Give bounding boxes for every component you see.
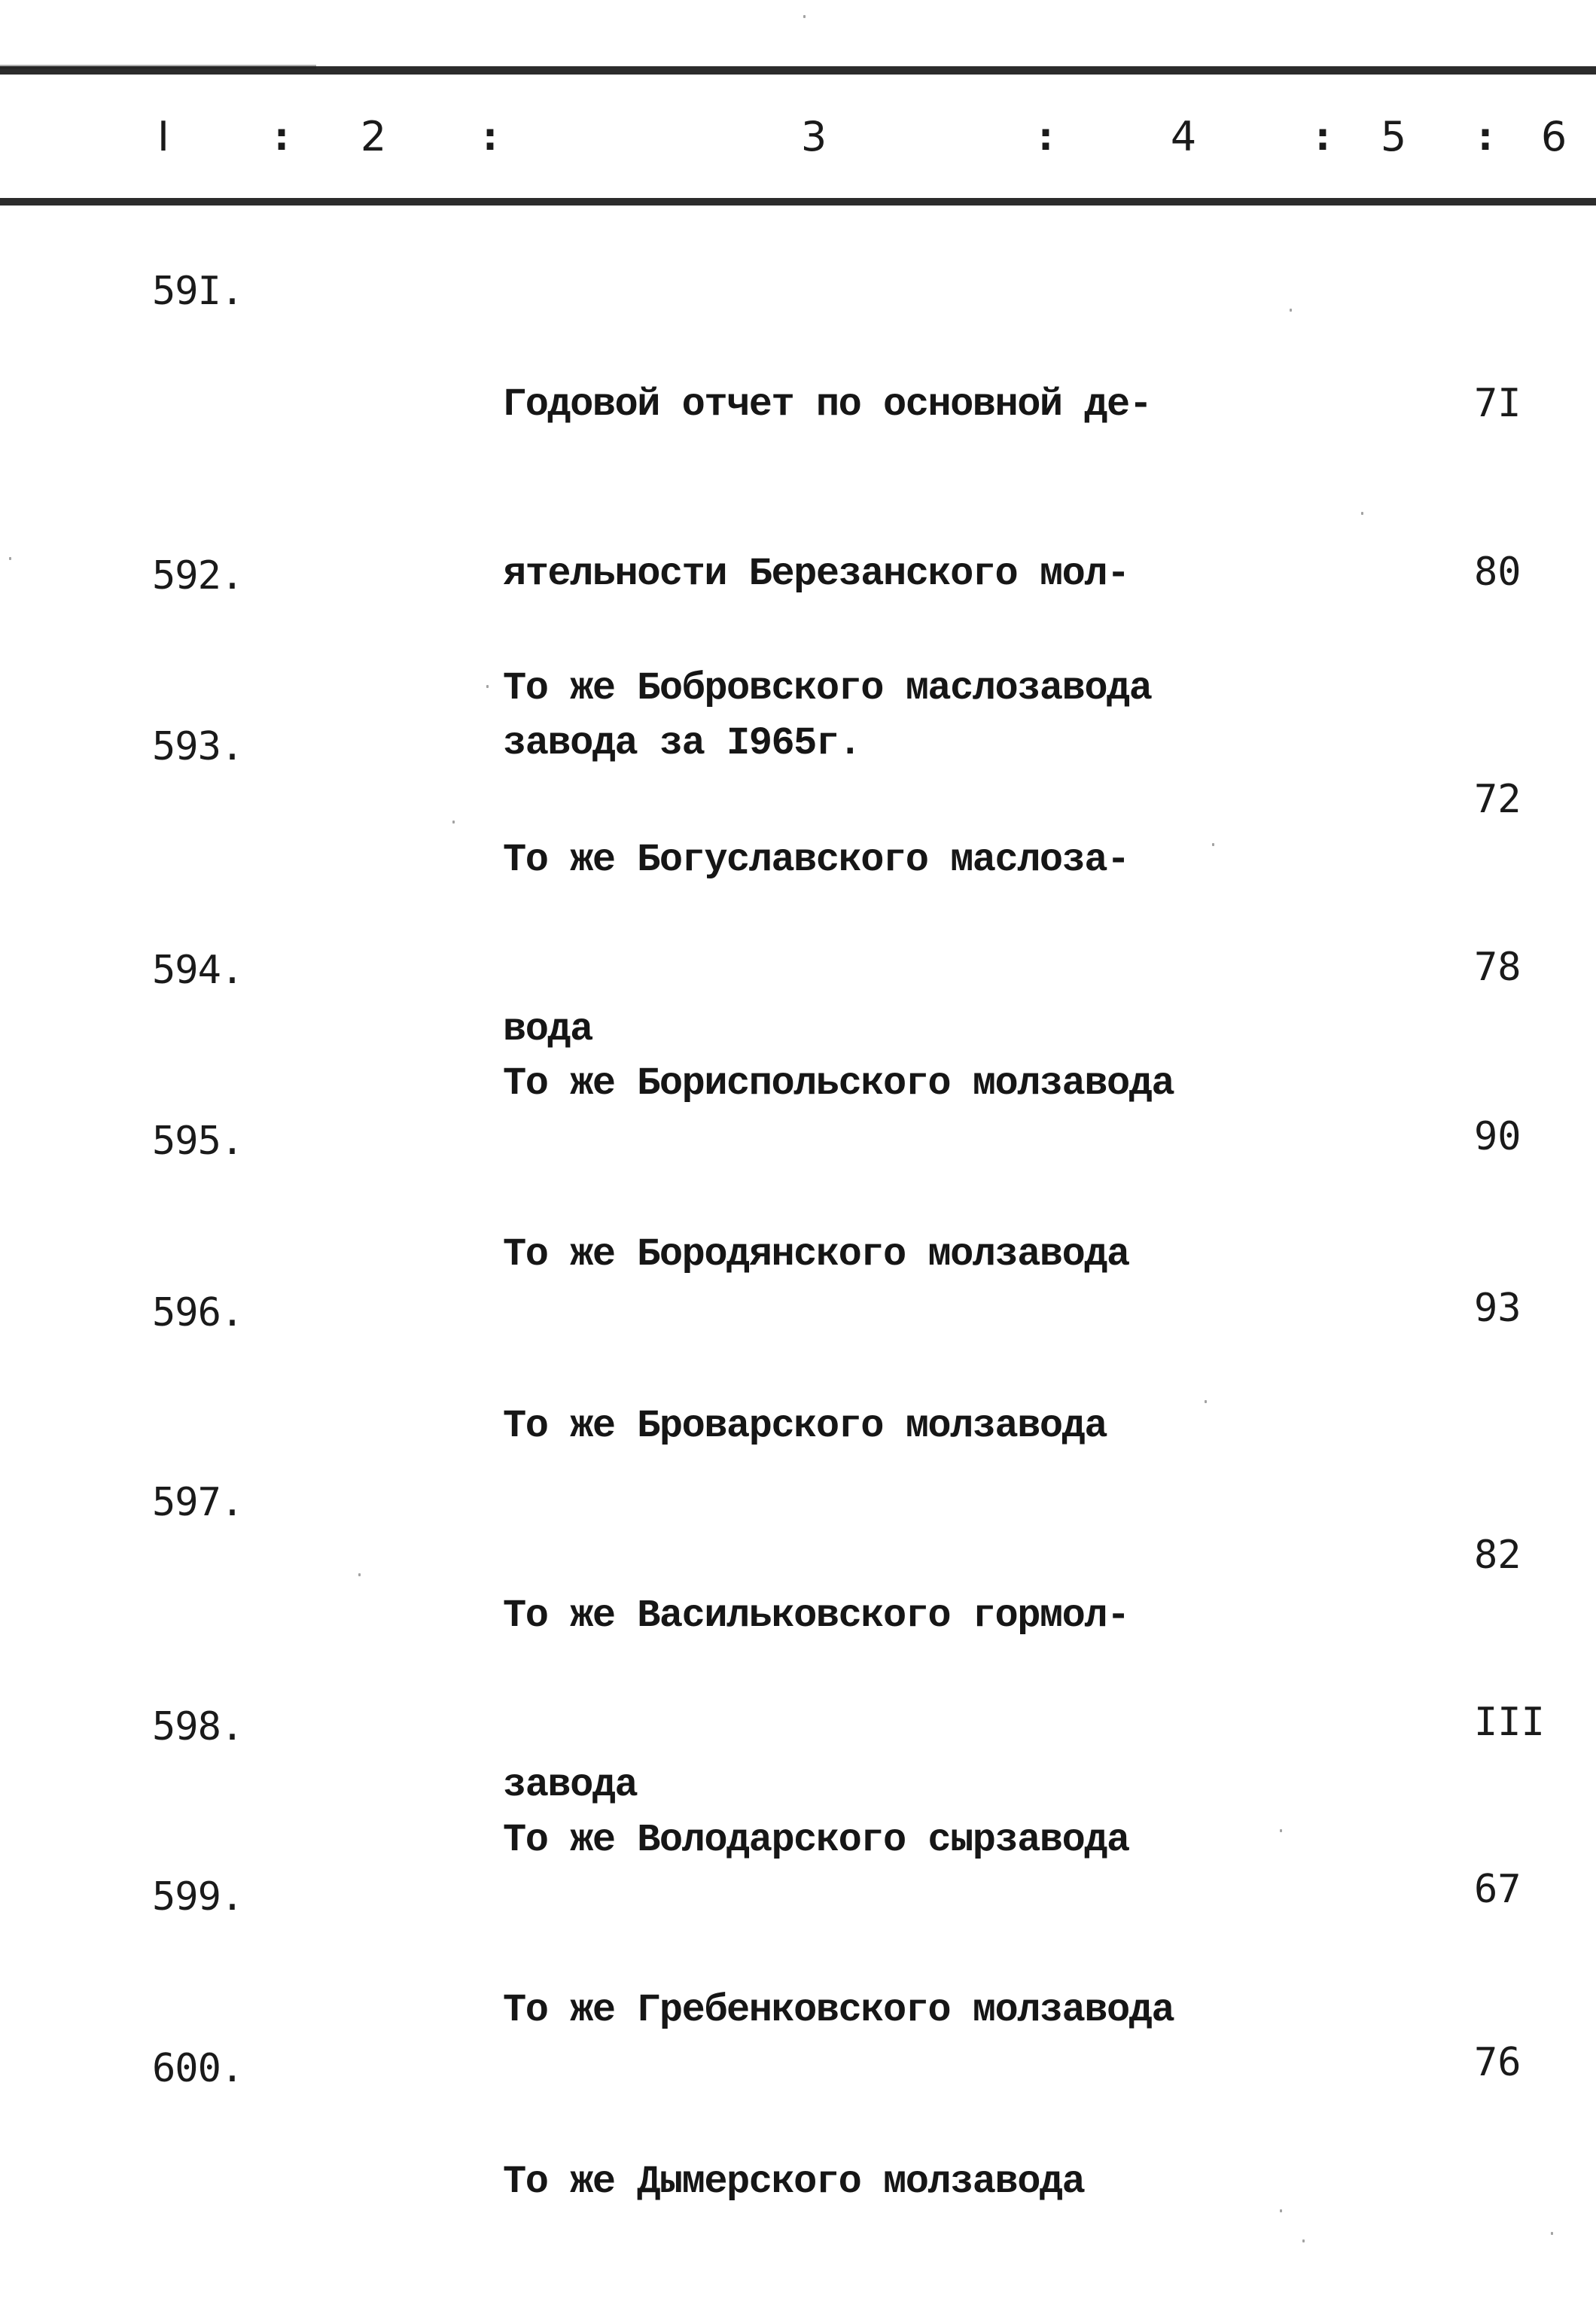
row-description-line: То же Васильковского гормол- <box>503 1594 1129 1638</box>
column-header-6: 6 <box>1540 113 1567 160</box>
header-top-rule <box>0 66 1596 75</box>
row-sheet-count: 67 <box>1474 1867 1521 1912</box>
scan-speck <box>1302 2239 1305 2242</box>
scan-speck <box>486 685 489 688</box>
scan-speck <box>1290 309 1292 312</box>
column-header-5: 5 <box>1380 113 1407 160</box>
row-number: 599. <box>152 1874 244 1920</box>
column-separator: : <box>1038 115 1053 159</box>
row-description-line: То же Гребенковского молзавода <box>503 1988 1174 2032</box>
row-description-line: То же Броварского молзавода <box>503 1404 1107 1448</box>
row-description-line: завода <box>503 1763 638 1807</box>
row-description-line: То же Володарского сырзавода <box>503 1818 1129 1862</box>
column-separator: : <box>1478 115 1493 159</box>
row-sheet-count: 93 <box>1474 1286 1521 1331</box>
row-description-line: Годовой отчет по основной де- <box>503 382 1152 427</box>
row-sheet-count: 90 <box>1474 1114 1521 1159</box>
row-description-line: ятельности Березанского мол- <box>503 552 1129 596</box>
row-description-line: вода <box>503 1007 592 1052</box>
row-number: 597. <box>152 1480 244 1525</box>
row-sheet-count: 72 <box>1474 777 1521 822</box>
row-number: 592. <box>152 553 244 598</box>
row-description-line: То же Дымерского молзавода <box>503 2160 1085 2204</box>
row-description-line: То же Бобровского маслозавода <box>503 666 1152 711</box>
row-number: 598. <box>152 1704 244 1749</box>
scan-speck <box>358 1573 361 1576</box>
row-description-line: То же Бориспольского молзавода <box>503 1061 1174 1106</box>
row-number: 593. <box>152 724 244 769</box>
row-description-line: завода за I965г. <box>503 721 861 766</box>
row-sheet-count: 76 <box>1474 2040 1521 2085</box>
column-header-2: 2 <box>360 113 387 160</box>
column-header-3: 3 <box>800 113 827 160</box>
header-bottom-rule <box>0 198 1596 206</box>
column-header-1: I <box>157 113 169 160</box>
scan-speck <box>9 557 11 560</box>
scan-speck <box>1551 2232 1553 2235</box>
column-separator: : <box>1315 115 1330 159</box>
row-sheet-count: 7I <box>1474 381 1521 426</box>
row-sheet-count: 78 <box>1474 945 1521 990</box>
row-number: 59I. <box>152 269 244 314</box>
column-header-4: 4 <box>1170 113 1197 160</box>
column-separator: : <box>483 115 498 159</box>
row-sheet-count: 80 <box>1474 550 1521 595</box>
scan-speck <box>1280 1829 1282 1832</box>
scan-speck <box>452 821 455 824</box>
scan-speck <box>1280 2209 1282 2212</box>
row-sheet-count: 82 <box>1474 1533 1521 1578</box>
scan-speck <box>1361 512 1363 515</box>
scan-speck <box>1212 843 1214 846</box>
column-separator: : <box>274 115 289 159</box>
row-description-line: То же Бородянского молзавода <box>503 1232 1129 1277</box>
row-description-line: То же Богуславского маслоза- <box>503 838 1129 882</box>
row-description <box>503 2041 1084 2323</box>
row-number: 595. <box>152 1119 244 1164</box>
row-number: 594. <box>152 948 244 993</box>
row-number: 596. <box>152 1290 244 1335</box>
scan-speck <box>803 15 806 18</box>
row-number: 600. <box>152 2046 244 2091</box>
row-sheet-count: III <box>1474 1700 1545 1745</box>
scan-speck <box>1205 1400 1207 1403</box>
